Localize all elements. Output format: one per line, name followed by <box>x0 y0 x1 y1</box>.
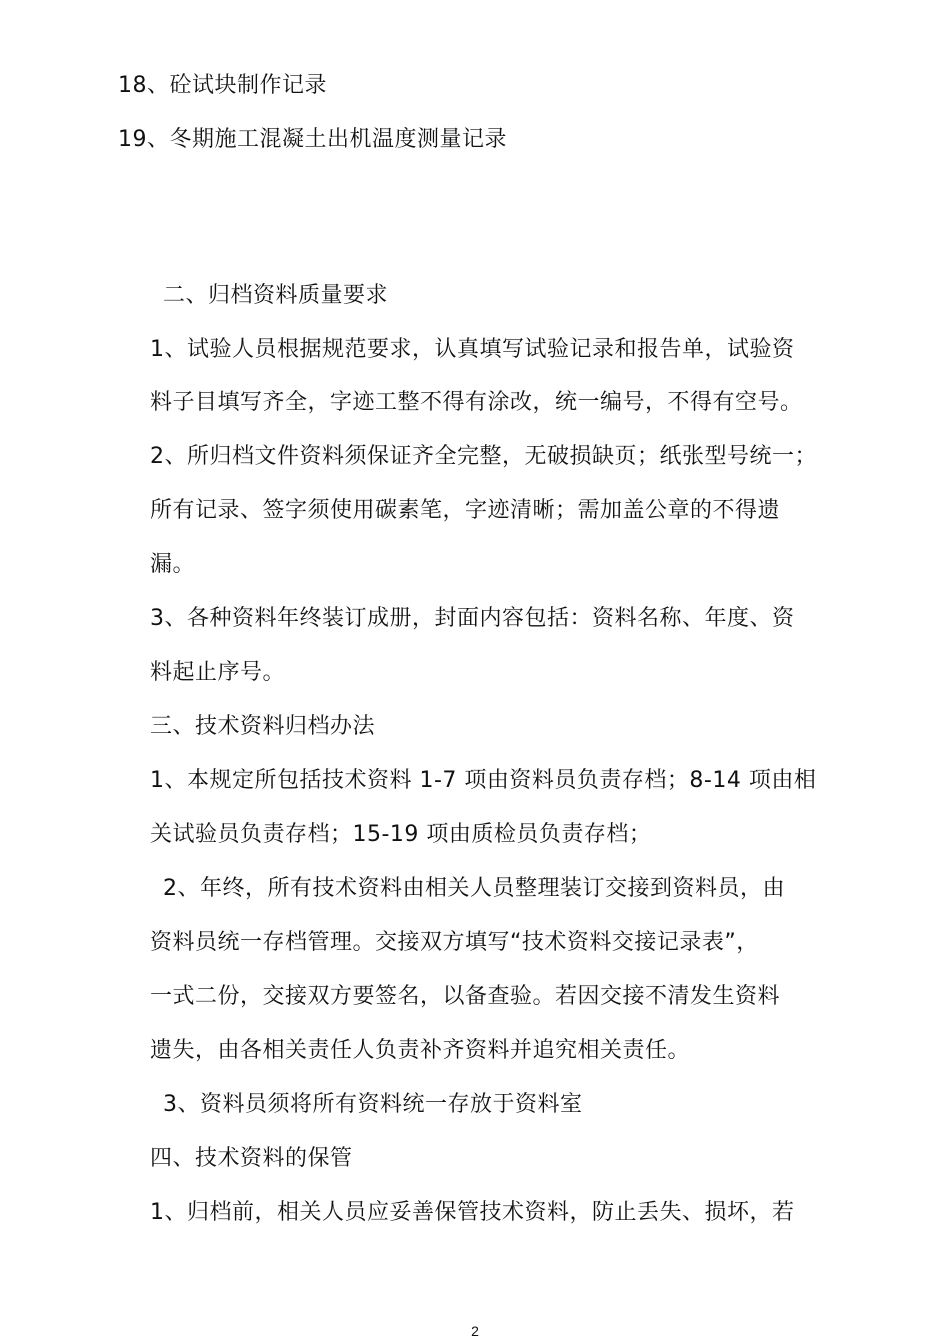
paragraph-line: 资料员统一存档管理。交接双方填写“技术资料交接记录表”， <box>150 930 759 955</box>
paragraph-line: 3、资料员须将所有资料统一存放于资料室 <box>163 1092 583 1117</box>
paragraph-line: 3、各种资料年终装订成册，封面内容包括：资料名称、年度、资 <box>150 606 795 631</box>
paragraph-line: 料子目填写齐全，字迹工整不得有涂改，统一编号，不得有空号。 <box>150 390 803 415</box>
paragraph-line: 1、试验人员根据规范要求，认真填写试验记录和报告单，试验资 <box>150 337 795 362</box>
list-item-19: 19、冬期施工混凝土出机温度测量记录 <box>118 127 507 152</box>
paragraph-line: 遗失，由各相关责任人负责补齐资料并追究相关责任。 <box>150 1038 691 1063</box>
paragraph-line: 一式二份，交接双方要签名，以备查验。若因交接不清发生资料 <box>150 984 781 1009</box>
section-heading-3: 三、技术资料归档办法 <box>150 714 376 739</box>
section-heading-2: 二、归档资料质量要求 <box>163 283 389 308</box>
paragraph-line: 2、所归档文件资料须保证齐全完整，无破损缺页；纸张型号统一； <box>150 444 817 469</box>
paragraph-line: 漏。 <box>150 552 196 577</box>
paragraph-line: 所有记录、签字须使用碳素笔，字迹清晰；需加盖公章的不得遗 <box>150 498 781 523</box>
paragraph-line: 2、年终，所有技术资料由相关人员整理装订交接到资料员，由 <box>163 876 785 901</box>
page-number: 2 <box>471 1323 479 1339</box>
section-heading-4: 四、技术资料的保管 <box>150 1146 353 1171</box>
paragraph-line: 1、归档前，相关人员应妥善保管技术资料，防止丢失、损坏，若 <box>150 1200 795 1225</box>
paragraph-line: 关试验员负责存档；15-19 项由质检员负责存档； <box>150 822 652 847</box>
paragraph-line: 1、本规定所包括技术资料 1-7 项由资料员负责存档；8-14 项由相 <box>150 768 817 793</box>
paragraph-line: 料起止序号。 <box>150 660 286 685</box>
list-item-18: 18、砼试块制作记录 <box>118 73 327 98</box>
